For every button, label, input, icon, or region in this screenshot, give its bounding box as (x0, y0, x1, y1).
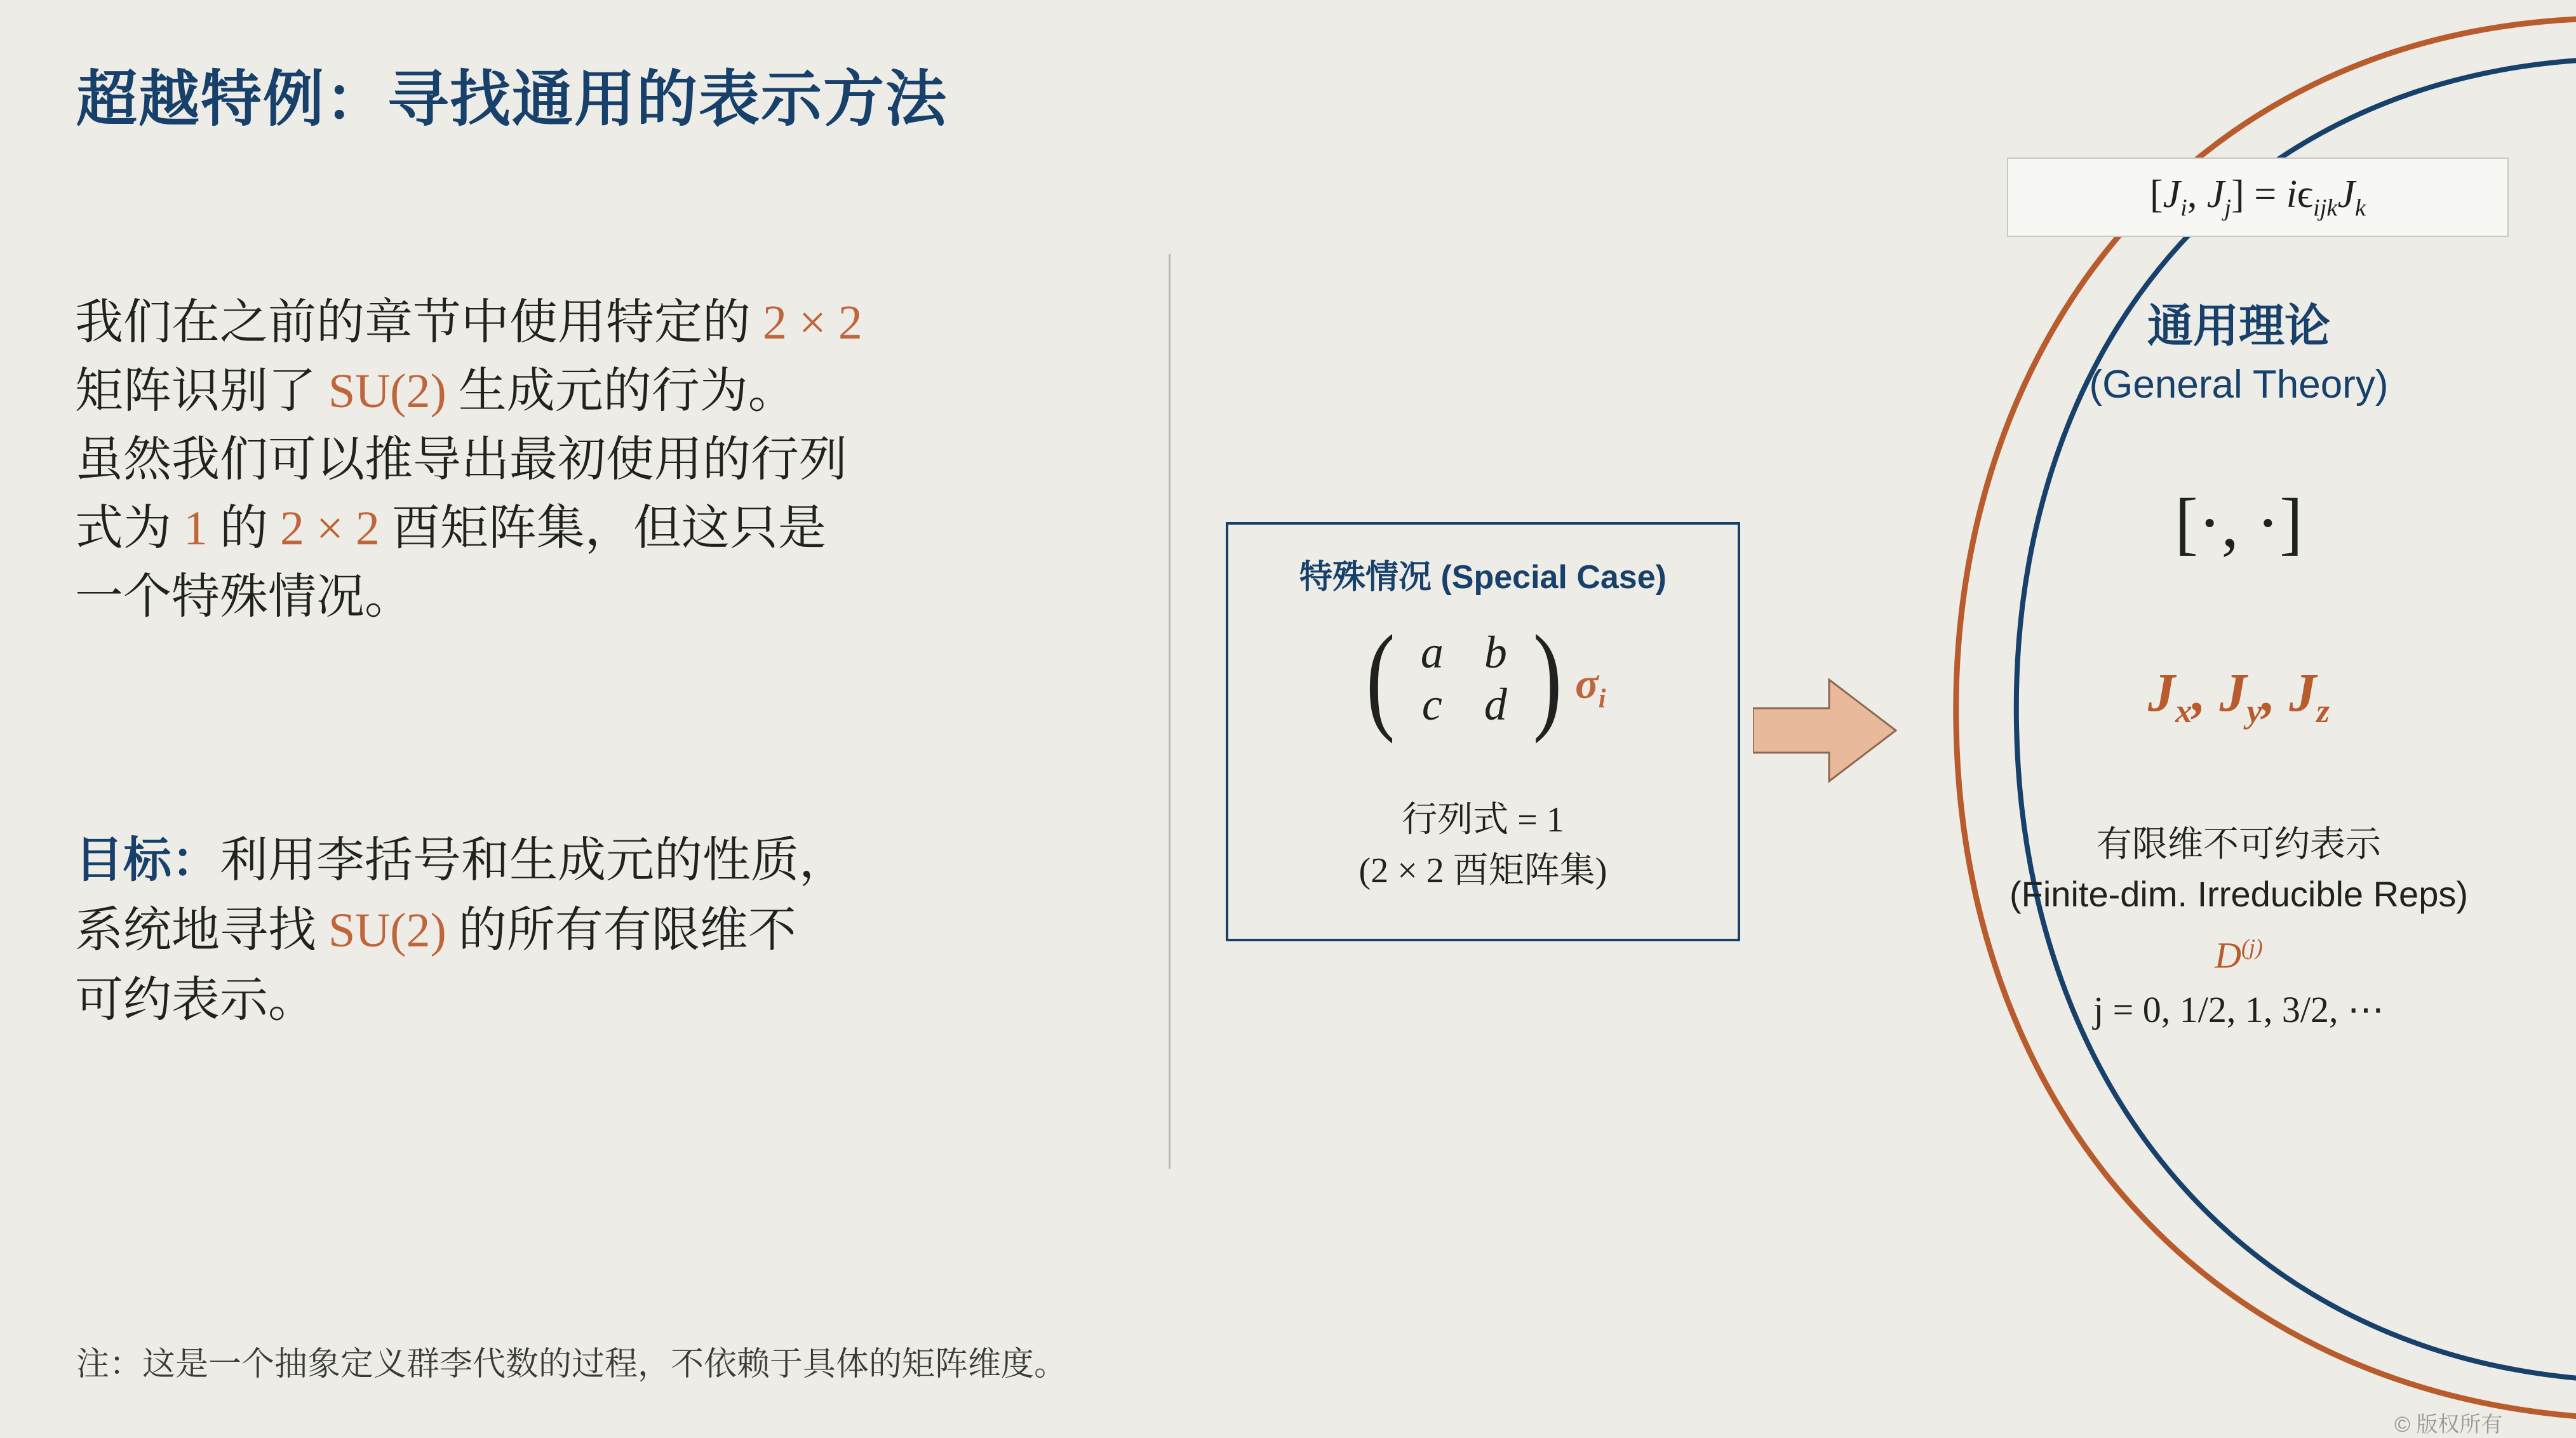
matrix-right-paren: ) (1533, 611, 1562, 745)
body-line-4-part-b: 的 (208, 501, 280, 555)
commutator-formula: [$J_i$, $J_j] = i\epsilon_{ijk}J_k$ (2149, 173, 2366, 222)
representation-symbol: $D^{(j)}$ (2215, 934, 2263, 976)
goal-line-2-math: SU(2) (328, 904, 446, 958)
body-line-2-part-b: 生成元的行为。 (446, 364, 796, 418)
sigma-symbol: $\sigma_i$ (1575, 659, 1606, 714)
body-line-4-part-c: 酉矩阵集，但这只是 (379, 501, 826, 555)
goal-line-1: 利用李括号和生成元的性质， (220, 834, 847, 887)
goal-paragraph (75, 826, 1167, 1036)
special-case-title: 特殊情况 (Special Case) (1299, 559, 1667, 596)
special-case-box (1226, 522, 1740, 941)
matrix-cell-d: d (1484, 678, 1507, 730)
body-paragraph (75, 289, 1155, 632)
matrix-left-paren: ( (1365, 611, 1395, 745)
body-line-5: 一个特殊情况。 (75, 570, 413, 624)
matrix-cell-a: a (1420, 626, 1444, 678)
goal-label: 目标： (75, 834, 220, 887)
goal-line-2-part-b: 的所有有限维不 (446, 904, 796, 958)
determinant-note: (2 × 2 酉矩阵集) (1358, 851, 1607, 890)
general-theory-title-cn: 通用理论 (2147, 301, 2330, 352)
body-line-2-math: SU(2) (328, 364, 446, 418)
j-values: j = 0, 1/2, 1, 3/2, ⋯ (2093, 989, 2385, 1030)
matrix-cell-c: c (1421, 678, 1442, 730)
body-line-3: 虽然我们可以推导出最初使用的行列 (75, 433, 847, 487)
general-theory-title-en: (General Theory) (2089, 363, 2389, 407)
corner-watermark: © 版权所有 (2394, 1413, 2503, 1437)
generators-list: $J_x$, $J_y$, $J_z$ (2147, 662, 2330, 730)
body-line-4-math-2: 2 × 2 (280, 501, 380, 555)
vertical-divider (1169, 254, 1171, 1169)
lie-bracket-symbol: [·, ·] (2175, 484, 2303, 561)
goal-line-3: 可约表示。 (75, 974, 316, 1028)
page-title: 超越特例：寻找通用的表示方法 (76, 65, 948, 133)
matrix-grid (1400, 626, 1527, 730)
body-line-4-math-1: 1 (184, 501, 208, 555)
commutator-relation-box (2007, 158, 2509, 237)
determinant-line: 行列式 = 1 (1402, 800, 1564, 840)
goal-line-2-part-a: 系统地寻找 (75, 904, 328, 958)
body-line-4-part-a: 式为 (75, 501, 184, 555)
body-line-1-part-a: 我们在之前的章节中使用特定的 (75, 296, 763, 349)
reps-label-en: (Finite-dim. Irreducible Reps) (2009, 874, 2468, 914)
body-line-2-part-a: 矩阵识别了 (75, 364, 328, 418)
footnote: 注：这是一个抽象定义群李代数的过程，不依赖于具体的矩阵维度。 (76, 1347, 1068, 1383)
matrix-cell-b: b (1484, 626, 1507, 678)
special-case-matrix (1228, 611, 1738, 745)
reps-label-cn: 有限维不可约表示 (2096, 824, 2381, 864)
body-line-1-math: 2 × 2 (763, 296, 862, 349)
